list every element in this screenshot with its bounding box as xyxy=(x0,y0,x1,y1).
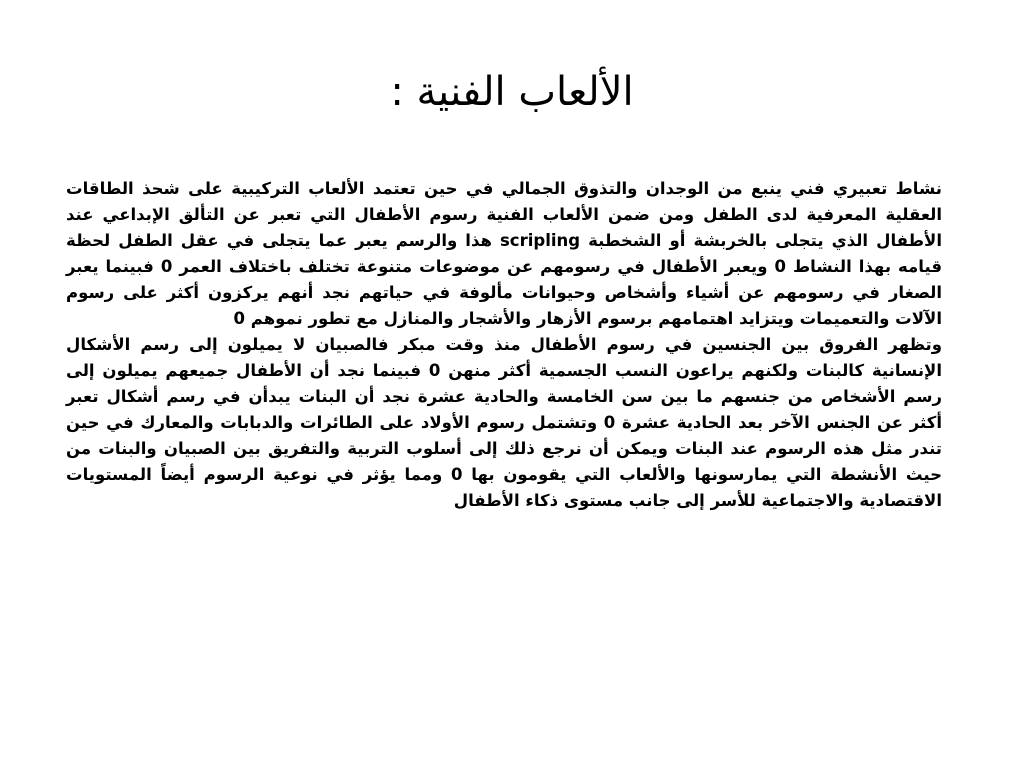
body-paragraph-1: نشاط تعبيري فني ينبع من الوجدان والتذوق الجمالي في حين تعتمد الألعاب التركيبية على شحذ الطاقات العقلية المعرفية لدى الطفل ومن ضمن الألعاب الفنية رسوم الأطفال التي تعبر عن التألق الإبداعي عند الأطفال الذي يتجلى بالخربشة أو الشخطبة scripling هذا والرسم يعبر عما يتجلى في عقل الطفل لحظة قيامه بهذا النشاط 0 ويعبر الأطفال في رسومهم عن موضوعات متنوعة تختلف باختلاف العمر 0 فبينما يعبر الصغار في رسومهم عن أشياء وأشخاص وحيوانات مألوفة في حياتهم نجد أنهم يركزون أكثر على رسوم الآلات والتعميمات ويتزايد اهتمامهم برسوم الأزهار والأشجار والمنازل مع تطور نموهم 0 xyxy=(66,179,942,328)
slide-title: الألعاب الفنية : xyxy=(390,69,634,115)
body-paragraph-2: وتظهر الفروق بين الجنسين في رسوم الأطفال منذ وقت مبكر فالصبيان لا يميلون إلى رسم الأشكال الإنسانية كالبنات ولكنهم يراعون النسب الجسمية أكثر منهن 0 فبينما نجد أن الأطفال جميعهم يميلون إلى رسم الأشخاص من جنسهم ما بين سن الخامسة والحادية عشرة نجد أن البنات يبدأن في رسم أشكال تعبر أكثر عن الجنس الآخر بعد الحادية عشرة 0 وتشتمل رسوم الأولاد على الطائرات والدبابات والمعارك في حين تندر مثل هذه الرسوم عند البنات ويمكن أن نرجع ذلك إلى أسلوب التربية والتفريق بين الصبيان والبنات من حيث الأنشطة التي يمارسونها والألعاب التي يقومون بها 0 ومما يؤثر في نوعية الرسوم أيضاً المستويات الاقتصادية والاجتماعية للأسر إلى جانب مستوى ذكاء الأطفال xyxy=(66,335,942,510)
slide-body xyxy=(66,176,942,514)
